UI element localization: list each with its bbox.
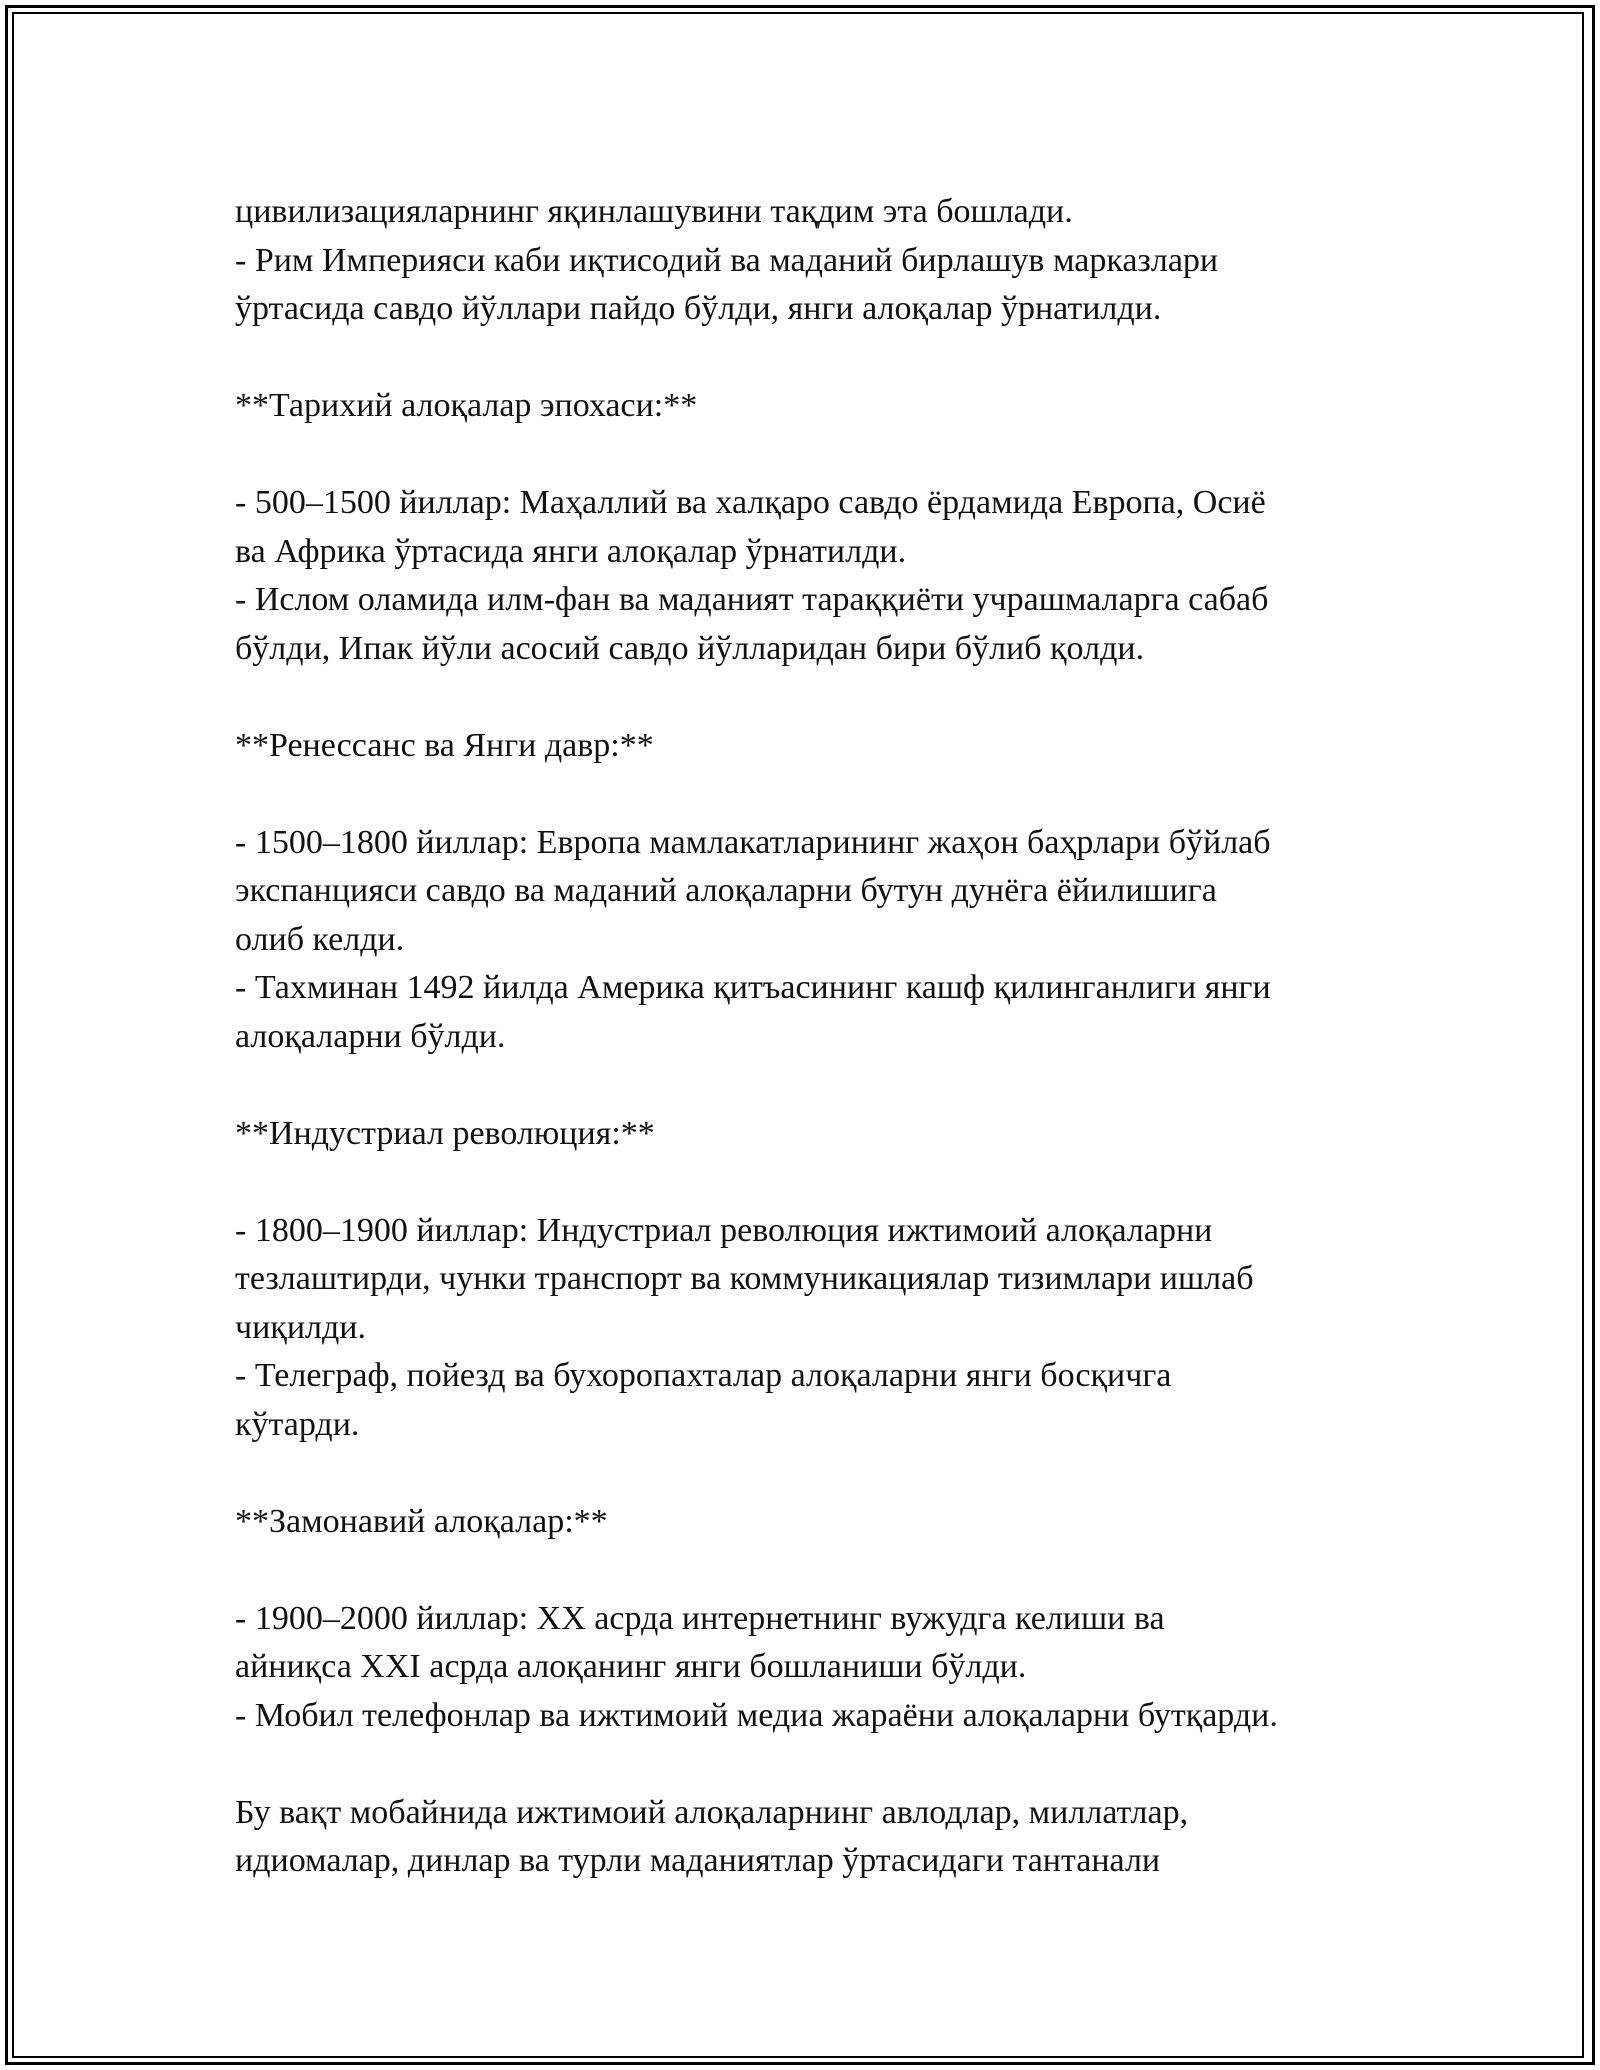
text-line: чиқилди. <box>235 1308 366 1346</box>
blank-line <box>235 1061 1395 1110</box>
text-line: - 1900–2000 йиллар: XX асрда интернетнинг вужудга келиши ва <box>235 1599 1165 1637</box>
text-line: алоқаларни бўлди. <box>235 1017 506 1055</box>
text-line: идиомалар, динлар ва турли маданиятлар ўртасидаги тантанали <box>235 1842 1161 1879</box>
blank-line <box>235 431 1395 480</box>
blank-line <box>235 673 1395 722</box>
section-heading: **Ренессанс ва Янги давр:** <box>235 726 654 764</box>
blank-line <box>235 334 1395 383</box>
text-line: цивилизацияларнинг яқинлашувини тақдим эта бошлади. <box>235 193 1073 230</box>
blank-line <box>235 770 1395 819</box>
text-line: бўлди, Ипак йўли асосий савдо йўлларидан бири бўлиб қолди. <box>235 629 1145 667</box>
text-line: - Телеграф, пойезд ва бухоропахталар алоқаларни янги босқичга <box>235 1357 1172 1394</box>
text-line: - 1500–1800 йиллар: Европа мамлакатларининг жаҳон баҳрлари бўйлаб <box>235 823 1271 861</box>
text-line: - 1800–1900 йиллар: Индустриал революция ижтимоий алоқаларни <box>235 1211 1213 1249</box>
section-heading: **Тарихий алоқалар эпохаси:** <box>235 387 698 424</box>
text-line: олиб келди. <box>235 920 405 958</box>
document-body <box>235 188 1395 1886</box>
text-line: экспанцияси савдо ва маданий алоқаларни бутун дунёга ёйилишига <box>235 872 1217 909</box>
text-line: айниқса XXI асрда алоқанинг янги бошланиши бўлди. <box>235 1648 1027 1685</box>
section-heading: **Замонавий алоқалар:** <box>235 1502 608 1540</box>
blank-line <box>235 1740 1395 1789</box>
text-line: - 500–1500 йиллар: Маҳаллий ва халқаро савдо ёрдамида Европа, Осиё <box>235 484 1266 521</box>
section-heading: **Индустриал революция:** <box>235 1114 655 1152</box>
blank-line <box>235 1546 1395 1595</box>
text-line: ва Африка ўртасида янги алоқалар ўрнатилди. <box>235 532 907 570</box>
text-line: - Рим Империяси каби иқтисодий ва маданий бирлашув марказлари <box>235 241 1219 279</box>
text-line: тезлаштирди, чунки транспорт ва коммуникациялар тизимлари ишлаб <box>235 1260 1254 1297</box>
text-line: - Мобил телефонлар ва ижтимоий медиа жараёни алоқаларни бутқарди. <box>235 1696 1278 1734</box>
blank-line <box>235 1449 1395 1498</box>
text-line: - Тахминан 1492 йилда Америка қитъасининг кашф қилинганлиги янги <box>235 969 1271 1006</box>
text-line: ўртасида савдо йўллари пайдо бўлди, янги алоқалар ўрнатилди. <box>235 290 1162 327</box>
text-line: Бу вақт мобайнида ижтимоий алоқаларнинг авлодлар, миллатлар, <box>235 1793 1189 1831</box>
text-line: - Ислом оламида илм-фан ва маданият тараққиёти учрашмаларга сабаб <box>235 581 1269 618</box>
text-line: кўтарди. <box>235 1405 360 1443</box>
blank-line <box>235 1158 1395 1207</box>
